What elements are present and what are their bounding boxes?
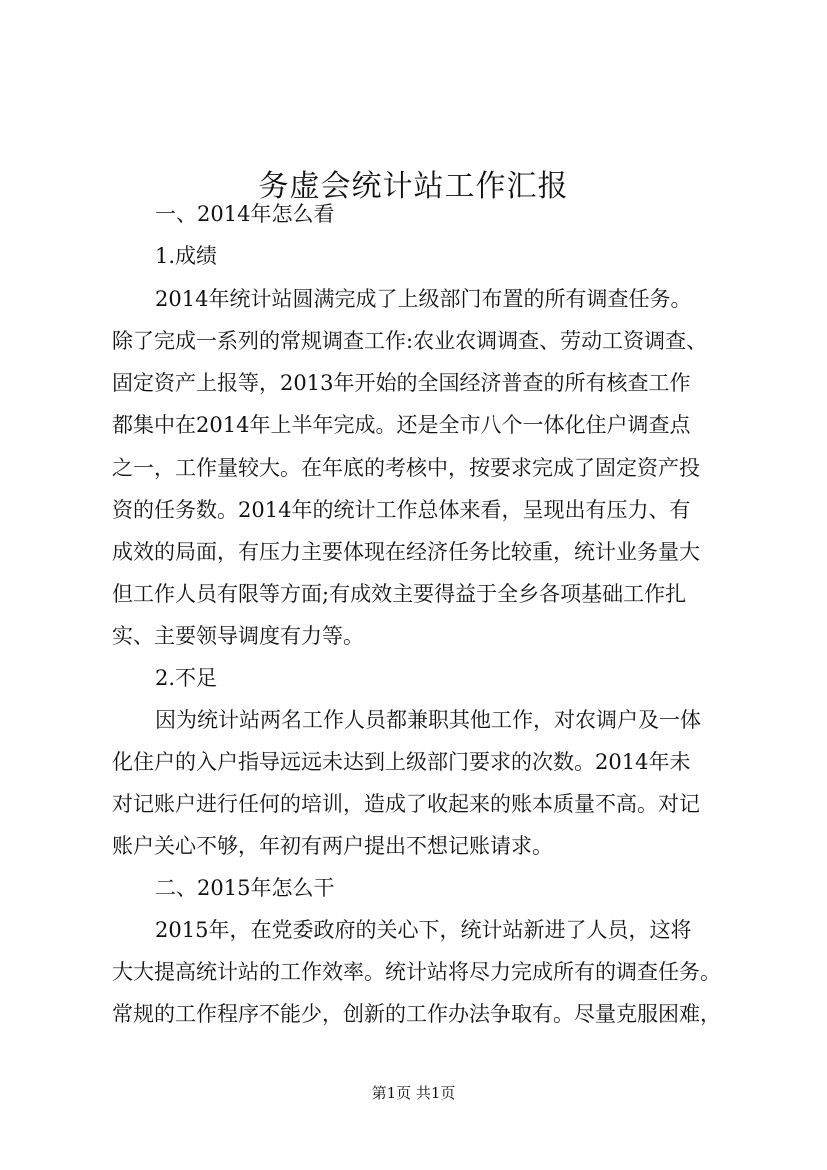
paragraph-line: 大大提高统计站的工作效率。统计站将尽力完成所有的调查任务。 (112, 960, 721, 984)
paragraph-line: 因为统计站两名工作人员都兼职其他工作，对农调户及一体 (155, 708, 701, 732)
subheading-shortcomings: 2.不足 (155, 666, 218, 690)
page-number-footer: 第1页 共1页 (371, 1084, 456, 1102)
document-title: 务虚会统计站工作汇报 (258, 169, 569, 205)
paragraph-line: 之一，工作量较大。在年底的考核中，按要求完成了固定资产投 (112, 456, 700, 480)
paragraph-line: 常规的工作程序不能少，创新的工作办法争取有。尽量克服困难， (112, 1002, 721, 1026)
paragraph-line: 除了完成一系列的常规调查工作:农业农调调查、劳动工资调查、 (112, 329, 708, 353)
paragraph-line: 成效的局面，有压力主要体现在经济任务比较重，统计业务量大 (112, 540, 700, 564)
paragraph-line: 2014年统计站圆满完成了上级部门布置的所有调查任务。 (155, 287, 692, 311)
paragraph-line: 实、主要领导调度有力等。 (112, 624, 364, 648)
paragraph-line: 资的任务数。2014年的统计工作总体来看，呈现出有压力、有 (112, 498, 691, 522)
paragraph-line: 化住户的入户指导远远未达到上级部门要求的次数。2014年未 (112, 750, 691, 774)
paragraph-line: 固定资产上报等，2013年开始的全国经济普查的所有核查工作 (112, 371, 691, 395)
paragraph-line: 都集中在2014年上半年完成。还是全市八个一体化住户调查点 (112, 413, 691, 437)
section-heading-2014: 一、2014年怎么看 (155, 202, 335, 226)
paragraph-line: 对记账户进行任何的培训，造成了收起来的账本质量不高。对记 (112, 792, 700, 816)
paragraph-line: 账户关心不够，年初有两户提出不想记账请求。 (112, 834, 553, 858)
section-heading-2015: 二、2015年怎么干 (155, 876, 335, 900)
subheading-achievements: 1.成绩 (155, 244, 218, 268)
paragraph-line: 但工作人员有限等方面;有成效主要得益于全乡各项基础工作扎 (112, 582, 687, 606)
paragraph-line: 2015年，在党委政府的关心下，统计站新进了人员，这将 (155, 918, 692, 942)
